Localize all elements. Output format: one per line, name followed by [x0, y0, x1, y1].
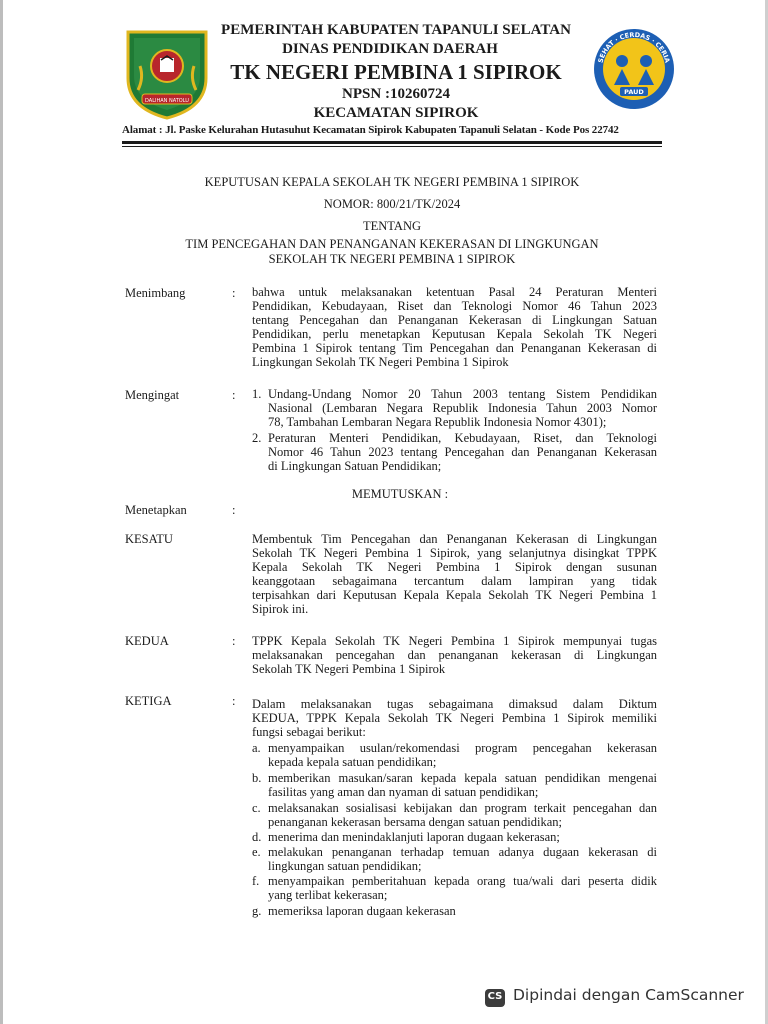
menetapkan-label: Menetapkan: [125, 503, 187, 517]
list-marker: c.: [252, 801, 261, 815]
ketiga-intro-line: Dalam melaksanakan tugas sebagaimana dimaksud dalam Diktum: [252, 697, 657, 711]
scan-edge-left: [0, 0, 3, 1024]
list-marker: d.: [252, 830, 262, 844]
mengingat-item: [252, 431, 657, 475]
kesatu-line: keanggotaan sebagaimana tercantum dalam lampiran yang tidak: [252, 574, 657, 588]
kop-divider-thin: [122, 146, 662, 147]
mengingat-line: Nasional (Lembaran Negara Republik Indonesia Tahun 2003 Nomor: [268, 401, 657, 415]
mengingat-colon: :: [232, 388, 236, 402]
camscanner-icon: [485, 989, 505, 1007]
kesatu-line: Sekolah TK Negeri Pembina 1 Sipirok, yang selanjutnya disingkat TPPK: [252, 546, 657, 560]
list-marker: g.: [252, 904, 262, 918]
ketiga-item-line: memeriksa laporan dugaan kekerasan: [268, 904, 456, 918]
ketiga-item: [252, 904, 657, 919]
decree-subject-line1: TIM PENCEGAHAN DAN PENANGANAN KEKERASAN DI LINGKUNGAN: [185, 237, 599, 251]
mengingat-line: Peraturan Menteri Pendidikan, Kebudayaan, Riset, dan Teknologi: [268, 431, 657, 445]
camscanner-text: Dipindai dengan CamScanner: [513, 986, 744, 1004]
ketiga-item: [252, 845, 657, 875]
kesatu-line: Sipirok ini.: [252, 602, 309, 616]
menimbang-line: tentang Pencegahan dan Penanganan Kekerasan di Lingkungan Satuan: [252, 313, 657, 327]
mengingat-label: Mengingat: [125, 388, 180, 402]
menimbang-text: [252, 285, 657, 369]
kesatu-line: terpisahkan dari Keputusan Kepala Kepala Sekolah TK Negeri Pembina 1: [252, 588, 657, 602]
kedua-label: KEDUA: [125, 634, 169, 648]
ketiga-item-line: menyampaikan usulan/rekomendasi program pencegahan kekerasan: [268, 741, 657, 755]
ketiga-item-line: fasilitas yang aman dan nyaman di satuan pendidikan;: [268, 785, 539, 799]
kedua-line: Sekolah TK Negeri Pembina 1 Sipirok: [252, 662, 446, 676]
ketiga-item: [252, 741, 657, 771]
mengingat-item: [252, 387, 657, 431]
decree-number: NOMOR: 800/21/TK/2024: [323, 197, 461, 211]
decree-subject-line2: SEKOLAH TK NEGERI PEMBINA 1 SIPIROK: [268, 252, 516, 266]
kop-school-name: TK NEGERI PEMBINA 1 SIPIROK: [230, 60, 562, 84]
kop-address: Alamat : Jl. Paske Kelurahan Hutasuhut Kecamatan Sipirok Kabupaten Tapanuli Selatan - Kode Pos 22742: [122, 124, 619, 136]
ketiga-item-line: memberikan masukan/saran kepada kepala satuan pendidikan mengenai: [268, 771, 657, 785]
paud-logo-arc-text: SEHAT · CERDAS · CERIA: [596, 30, 672, 64]
ketiga-item: [252, 771, 657, 801]
menimbang-line: bahwa untuk melaksanakan ketentuan Pasal 24 Peraturan Menteri: [252, 285, 657, 299]
list-marker: e.: [252, 845, 261, 859]
ketiga-item-line: melaksanakan sosialisasi kebijakan dan program terkait pencegahan dan: [268, 801, 657, 815]
list-marker: b.: [252, 771, 262, 785]
kop-government-line: PEMERINTAH KABUPATEN TAPANULI SELATAN: [221, 22, 571, 38]
kop-npsn: NPSN :10260724: [342, 86, 450, 102]
ketiga-item-line: melakukan penanganan terhadap temuan adanya dugaan kekerasan di: [268, 845, 657, 859]
menimbang-colon: :: [232, 286, 236, 300]
ketiga-item-line: yang terlibat kekerasan;: [268, 888, 388, 902]
menimbang-line: Lingkungan Sekolah TK Negeri Pembina 1 Sipirok: [252, 355, 509, 369]
ketiga-label: KETIGA: [125, 694, 172, 708]
kesatu-text: [252, 532, 657, 616]
kesatu-line: Membentuk Tim Pencegahan dan Penanganan Kekerasan di Lingkungan: [252, 532, 657, 546]
ketiga-intro-line: KEDUA, TPPK Kepala Sekolah TK Negeri Pembina 1 Sipirok memiliki: [252, 711, 657, 725]
kedua-text: [252, 634, 657, 676]
menimbang-label: Menimbang: [125, 286, 186, 300]
decree-title: KEPUTUSAN KEPALA SEKOLAH TK NEGERI PEMBINA 1 SIPIROK: [204, 175, 580, 189]
ketiga-intro: [252, 697, 657, 739]
menimbang-line: Pembina 1 Sipirok tentang Tim Pencegahan dan Penanganan Kekerasan di: [252, 341, 657, 355]
ketiga-intro-line: fungsi sebagai berikut:: [252, 725, 366, 739]
mengingat-line: di Lingkungan Satuan Pendidikan;: [268, 459, 442, 473]
ketiga-item: [252, 830, 657, 845]
ketiga-item-line: lingkungan satuan pendidikan;: [268, 859, 422, 873]
mengingat-line: Nomor 46 Tahun 2023 tentang Pencegahan dan Penanganan Kekerasan: [268, 445, 657, 459]
ketiga-item: [252, 801, 657, 831]
list-marker: 1.: [252, 387, 262, 401]
camscanner-icon-label: CS: [487, 991, 503, 1002]
menetapkan-colon: :: [232, 503, 236, 517]
mengingat-line: 78, Tambahan Lembaran Negara Republik Indonesia Nomor 4301);: [268, 415, 607, 429]
kop-district: KECAMATAN SIPIROK: [313, 105, 479, 121]
mengingat-line: Undang-Undang Nomor 20 Tahun 2003 tentang Sistem Pendidikan: [268, 387, 657, 401]
kedua-line: melaksanakan pencegahan dan penanganan kekerasan di Lingkungan: [252, 648, 657, 662]
menimbang-line: Pendidikan, perlu menetapkan Keputusan Kepala Sekolah TK Negeri: [252, 327, 657, 341]
list-marker: a.: [252, 741, 261, 755]
ketiga-item-line: menyampaikan pemberitahuan kepada orang tua/wali dari peserta didik: [268, 874, 657, 888]
ketiga-item-line: kepada kepala satuan pendidikan;: [268, 755, 437, 769]
kesatu-line: Kepala Sekolah TK Negeri Pembina 1 Sipirok dengan susunan: [252, 560, 657, 574]
kop-department-line: DINAS PENDIDIKAN DAERAH: [282, 41, 498, 57]
list-marker: f.: [252, 874, 260, 888]
kop-divider-thick: [122, 141, 662, 144]
kesatu-label: KESATU: [125, 532, 173, 546]
kedua-line: TPPK Kepala Sekolah TK Negeri Pembina 1 Sipirok mempunyai tugas: [252, 634, 657, 648]
ketiga-item-line: menerima dan menindaklanjuti laporan dugaan kekerasan;: [268, 830, 560, 844]
list-marker: 2.: [252, 431, 262, 445]
decree-tentang: TENTANG: [362, 219, 421, 233]
memutuskan-heading: MEMUTUSKAN :: [351, 487, 449, 501]
menimbang-line: Pendidikan, Kebudayaan, Riset dan Teknologi Nomor 46 Tahun 2023: [252, 299, 657, 313]
paud-logo-label: PAUD: [624, 88, 644, 96]
ketiga-colon: :: [232, 694, 236, 708]
ketiga-item: [252, 874, 657, 904]
left-logo-caption: DALIHAN NATOLU: [145, 98, 189, 104]
kedua-colon: :: [232, 634, 236, 648]
ketiga-item-line: penanganan kekerasan bersama dengan satuan pendidikan;: [268, 815, 562, 829]
